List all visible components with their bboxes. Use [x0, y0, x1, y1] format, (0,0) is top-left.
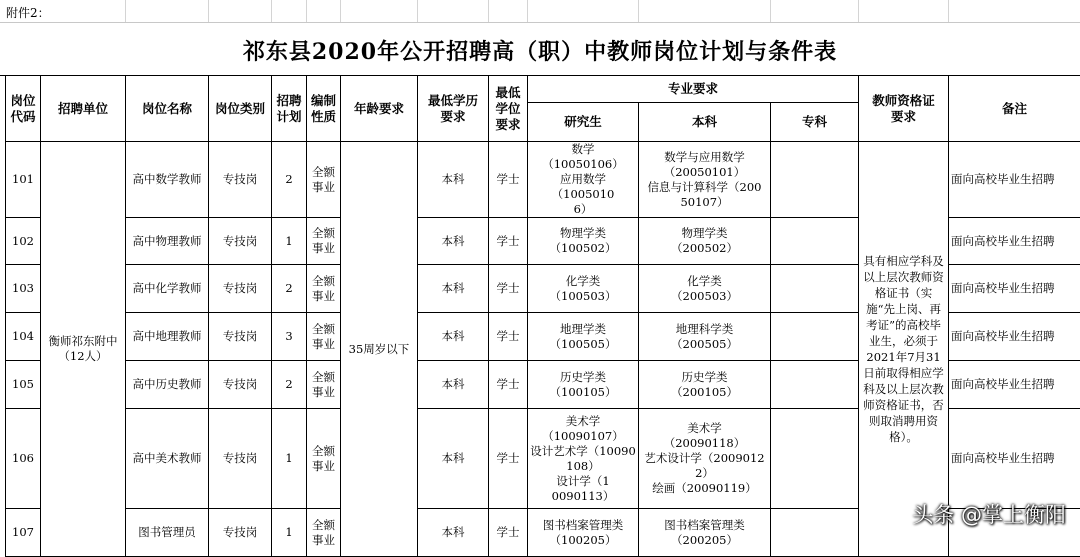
cell-code: 105: [6, 361, 41, 409]
cell-plan: 2: [272, 142, 307, 218]
cell-junior: [771, 265, 859, 313]
cell-degree: 学士: [489, 509, 528, 557]
cell-edu: 本科: [418, 142, 489, 218]
cell-grad: 数学 （10050106） 应用数学（1005010 6）: [528, 142, 639, 218]
cell-junior: [771, 142, 859, 218]
cell-code: 102: [6, 218, 41, 265]
cell-degree: 学士: [489, 409, 528, 509]
header-undergrad: 本科: [639, 103, 771, 142]
cell-edu: 本科: [418, 218, 489, 265]
header-unit: 招聘单位: [41, 76, 126, 142]
cell-post: 高中化学教师: [126, 265, 209, 313]
cell-code: 103: [6, 265, 41, 313]
cell-edu: 本科: [418, 409, 489, 509]
cell-remark: 面向高校毕业生招聘: [949, 361, 1080, 409]
cell-staff: 全额 事业: [307, 142, 341, 218]
cell-edu: 本科: [418, 265, 489, 313]
cell-type: 专技岗: [209, 361, 272, 409]
cell-post: 高中数学教师: [126, 142, 209, 218]
cell-staff: 全额 事业: [307, 313, 341, 361]
cell-junior: [771, 409, 859, 509]
cell-post: 高中历史教师: [126, 361, 209, 409]
cell-post: 高中地理教师: [126, 313, 209, 361]
cell-degree: 学士: [489, 361, 528, 409]
cell-plan: 2: [272, 361, 307, 409]
cell-staff: 全额 事业: [307, 218, 341, 265]
cell-remark: 面向高校毕业生招聘: [949, 142, 1080, 218]
cell-cert: 具有相应学科及以上层次教师资格证书（实施“先上岗、再考证”的高校毕业生，必须于2021年7月31日前取得相应学科及以上层次教师资格证书，否则取消聘用资格）。: [859, 142, 949, 557]
annex-label: 附件2：: [6, 4, 50, 21]
page-title: 祁东县2020年公开招聘高（职）中教师岗位计划与条件表: [0, 35, 1080, 66]
cell-staff: 全额 事业: [307, 509, 341, 557]
cell-type: 专技岗: [209, 142, 272, 218]
cell-grad: 地理学类 （100505）: [528, 313, 639, 361]
header-age: 年龄要求: [341, 76, 418, 142]
cell-ug: 物理学类 （200502）: [639, 218, 771, 265]
cell-grad: 图书档案管理类 （100205）: [528, 509, 639, 557]
cell-plan: 1: [272, 218, 307, 265]
header-junior: 专科: [771, 103, 859, 142]
cell-age: 35周岁以下: [341, 142, 418, 557]
cell-staff: 全额 事业: [307, 265, 341, 313]
cell-plan: 1: [272, 409, 307, 509]
cell-degree: 学士: [489, 313, 528, 361]
header-remark: 备注: [949, 76, 1080, 142]
header-post-name: 岗位名称: [126, 76, 209, 142]
header-cert: 教师资格证 要求: [859, 76, 949, 142]
cell-junior: [771, 361, 859, 409]
cell-post: 高中美术教师: [126, 409, 209, 509]
cell-type: 专技岗: [209, 409, 272, 509]
cell-plan: 3: [272, 313, 307, 361]
cell-junior: [771, 509, 859, 557]
header-graduate: 研究生: [528, 103, 639, 142]
header-major: 专业要求: [528, 76, 859, 103]
cell-type: 专技岗: [209, 509, 272, 557]
cell-type: 专技岗: [209, 265, 272, 313]
cell-staff: 全额 事业: [307, 361, 341, 409]
cell-type: 专技岗: [209, 313, 272, 361]
cell-remark: 面向高校毕业生招聘: [949, 265, 1080, 313]
cell-code: 106: [6, 409, 41, 509]
cell-ug: 化学类 （200503）: [639, 265, 771, 313]
cell-remark: 面向高校毕业生招聘: [949, 409, 1080, 509]
cell-ug: 数学与应用数学 （20050101） 信息与计算科学（200 50107）: [639, 142, 771, 218]
header-plan: 招聘 计划: [272, 76, 307, 142]
cell-junior: [771, 218, 859, 265]
cell-grad: 美术学 （10090107） 设计艺术学（10090 108） 设计学（1 0090113）: [528, 409, 639, 509]
cell-code: 101: [6, 142, 41, 218]
header-staffing: 编制 性质: [307, 76, 341, 142]
header-code: 岗位 代码: [6, 76, 41, 142]
header-post-type: 岗位类别: [209, 76, 272, 142]
cell-type: 专技岗: [209, 218, 272, 265]
cell-unit: 衡师祁东附中 （12人）: [41, 142, 126, 557]
cell-edu: 本科: [418, 509, 489, 557]
cell-code: 104: [6, 313, 41, 361]
cell-ug: 地理科学类 （200505）: [639, 313, 771, 361]
cell-plan: 2: [272, 265, 307, 313]
cell-remark: 面向高校毕业生招聘: [949, 313, 1080, 361]
cell-ug: 图书档案管理类 （200205）: [639, 509, 771, 557]
cell-grad: 化学类 （100503）: [528, 265, 639, 313]
cell-grad: 物理学类 （100502）: [528, 218, 639, 265]
cell-staff: 全额 事业: [307, 409, 341, 509]
cell-grad: 历史学类 （100105）: [528, 361, 639, 409]
cell-ug: 美术学 （20090118） 艺术设计学（2009012 2） 绘画（20090119）: [639, 409, 771, 509]
title-row: [0, 22, 1080, 76]
cell-degree: 学士: [489, 142, 528, 218]
cell-code: 107: [6, 509, 41, 557]
cell-degree: 学士: [489, 218, 528, 265]
cell-post: 图书管理员: [126, 509, 209, 557]
column-header-strip: [0, 0, 1080, 23]
cell-post: 高中物理教师: [126, 218, 209, 265]
cell-plan: 1: [272, 509, 307, 557]
cell-degree: 学士: [489, 265, 528, 313]
watermark: 头条 @掌上衡阳: [912, 499, 1066, 529]
cell-junior: [771, 313, 859, 361]
cell-remark: 面向高校毕业生招聘: [949, 218, 1080, 265]
header-min-edu: 最低学历 要求: [418, 76, 489, 142]
cell-edu: 本科: [418, 313, 489, 361]
cell-edu: 本科: [418, 361, 489, 409]
header-min-degree: 最低 学位 要求: [489, 76, 528, 142]
table-row: [6, 142, 1080, 218]
cell-ug: 历史学类 （200105）: [639, 361, 771, 409]
recruitment-table: [5, 75, 1080, 557]
